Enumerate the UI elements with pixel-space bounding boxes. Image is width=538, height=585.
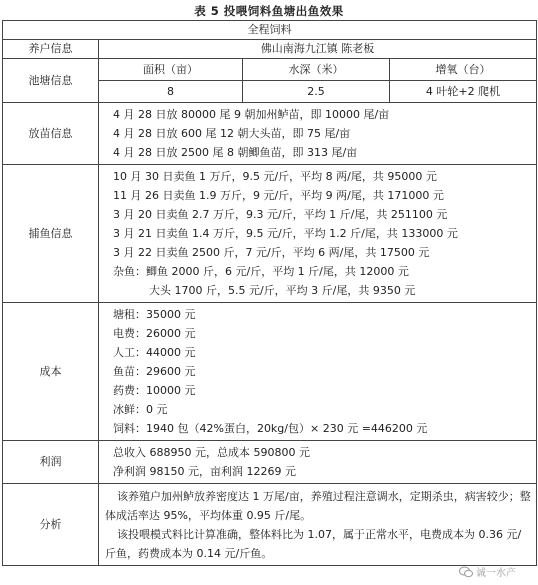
cost-line: 塘租：35000 元 xyxy=(113,308,196,321)
harvest-line: 3 月 20 日卖鱼 2.7 万斤，9.3 元/斤，平均 1 斤/尾，共 251100 元 xyxy=(113,208,448,221)
wechat-icon xyxy=(459,566,473,578)
profit-line: 总收入 688950 元，总成本 590800 元 xyxy=(113,446,310,459)
harvest-content xyxy=(99,165,537,303)
cost-line: 电费：26000 元 xyxy=(113,327,196,340)
stocking-content xyxy=(99,103,537,165)
table-title: 表 5 投喂饲料鱼塘出鱼效果 xyxy=(194,4,344,18)
pond-oxygen-value: 4 叶轮+2 爬机 xyxy=(390,81,537,103)
cost-line: 饲料：1940 包（42%蛋白，20kg/包）× 230 元 =446200 元 xyxy=(113,422,428,435)
profit-label: 利润 xyxy=(3,441,99,484)
stocking-line: 4 月 28 日放 80000 尾 9 朝加州鲈苗，即 10000 尾/亩 xyxy=(113,108,390,121)
stocking-label: 放苗信息 xyxy=(3,103,99,165)
pond-oxygen-header: 增氧（台） xyxy=(390,59,537,81)
cost-line: 冰鲜：0 元 xyxy=(113,403,168,416)
profit-content xyxy=(99,441,537,484)
cost-line: 鱼苗：29600 元 xyxy=(113,365,196,378)
cost-label: 成本 xyxy=(3,303,99,441)
analysis-paragraph: 该养殖户加州鲈放养密度达 1 万尾/亩，养殖过程注意调水，定期杀虫，病害较少；整体成活率达 95%，平均体重 0.95 斤/尾。 xyxy=(105,490,531,522)
cost-line: 药费：10000 元 xyxy=(113,384,196,397)
harvest-line: 10 月 30 日卖鱼 1 万斤，9.5 元/斤，平均 8 两/尾，共 95000 元 xyxy=(113,170,437,183)
analysis-label: 分析 xyxy=(3,484,99,566)
analysis-content xyxy=(99,484,537,566)
analysis-row xyxy=(3,484,537,566)
profit-row xyxy=(3,441,537,484)
table-header: 全程饲料 xyxy=(3,21,537,40)
stocking-line: 4 月 28 日放 2500 尾 8 朝鲫鱼苗，即 313 尾/亩 xyxy=(113,146,358,159)
harvest-line: 3 月 21 日卖鱼 1.4 万斤，9.5 元/斤，平均 1.2 斤/尾，共 133000 元 xyxy=(113,227,458,240)
harvest-line: 杂鱼：鲫鱼 2000 斤，6 元/斤，平均 1 斤/尾，共 12000 元 xyxy=(113,265,409,278)
pond-depth-value: 2.5 xyxy=(243,81,390,103)
stocking-row xyxy=(3,103,537,165)
cost-row xyxy=(3,303,537,441)
cost-line: 人工：44000 元 xyxy=(113,346,196,359)
stocking-line: 4 月 28 日放 600 尾 12 朝大头苗，即 75 尾/亩 xyxy=(113,127,351,140)
farmer-row xyxy=(3,40,537,59)
harvest-line: 11 月 26 日卖鱼 1.9 万斤，9 元/斤，平均 9 两/尾，共 171000 元 xyxy=(113,189,444,202)
analysis-paragraph: 该投喂模式料比计算准确，整体料比为 1.07，属于正常水平，电费成本为 0.36 元/斤鱼，药费成本为 0.14 元/斤鱼。 xyxy=(105,528,522,560)
pond-label: 池塘信息 xyxy=(3,59,99,103)
watermark-text: 诚一水产 xyxy=(476,568,516,579)
pond-area-header: 面积（亩） xyxy=(99,59,243,81)
pond-header-row xyxy=(3,59,537,81)
pond-depth-header: 水深（米） xyxy=(243,59,390,81)
harvest-label: 捕鱼信息 xyxy=(3,165,99,303)
pond-area-value: 8 xyxy=(99,81,243,103)
fish-pond-results-table xyxy=(2,20,537,566)
harvest-line: 3 月 22 日卖鱼 2500 斤，7 元/斤，平均 6 两/尾，共 17500 元 xyxy=(113,246,430,259)
cost-content xyxy=(99,303,537,441)
profit-line: 净利润 98150 元，亩利润 12269 元 xyxy=(113,465,296,478)
farmer-label: 养户信息 xyxy=(3,40,99,59)
header-row xyxy=(3,21,537,40)
farmer-value: 佛山南海九江镇 陈老板 xyxy=(99,40,537,59)
watermark xyxy=(459,564,516,579)
harvest-line: 大头 1700 斤，5.5 元/斤，平均 3 斤/尾，共 9350 元 xyxy=(149,284,416,297)
harvest-row xyxy=(3,165,537,303)
